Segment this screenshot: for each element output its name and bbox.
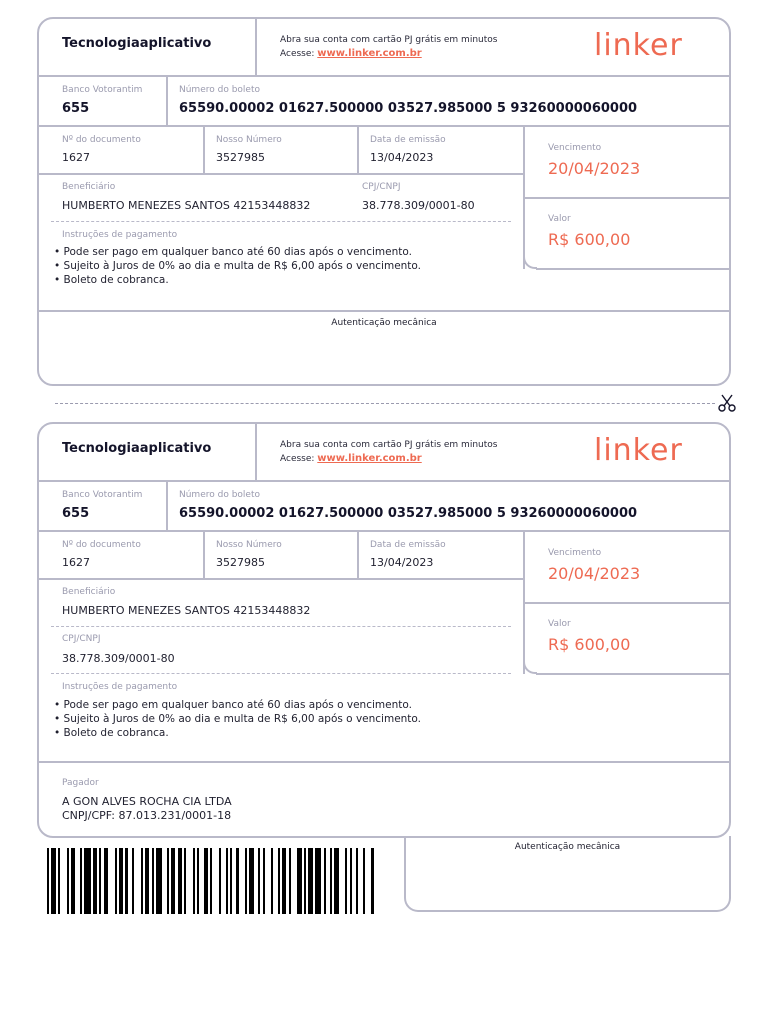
cnpj: 38.778.309/0001-80 — [62, 652, 175, 665]
linker-website-link[interactable]: www.linker.com.br — [317, 48, 422, 59]
nosso-numero-label: Nosso Número — [216, 540, 282, 550]
document-number: 1627 — [62, 151, 90, 164]
amount-label: Valor — [548, 214, 571, 224]
company-name: Tecnologiaaplicativo — [62, 36, 212, 51]
boleto-number-label: Número do boleto — [179, 85, 260, 95]
company-name: Tecnologiaaplicativo — [62, 441, 212, 456]
promo-line: Abra sua conta com cartão PJ grátis em minutos — [280, 35, 498, 45]
due-date: 20/04/2023 — [548, 564, 641, 583]
boleto-number-label: Número do boleto — [179, 490, 260, 500]
instruction-item: • Boleto de cobranca. — [54, 727, 169, 739]
scissors-icon — [717, 393, 737, 413]
boleto-number: 65590.00002 01627.500000 03527.985000 5 93260000060000 — [179, 506, 638, 521]
emission-date-label: Data de emissão — [370, 135, 446, 145]
instruction-item: • Boleto de cobranca. — [54, 274, 169, 286]
instruction-item: • Sujeito à Juros de 0% ao dia e multa de R$ 6,00 após o vencimento. — [54, 260, 422, 272]
document-number: 1627 — [62, 556, 90, 569]
barcode — [47, 848, 377, 914]
svg-text:linker: linker — [594, 434, 683, 466]
payer-label: Pagador — [62, 778, 99, 788]
payment-slip — [37, 422, 731, 838]
due-date: 20/04/2023 — [548, 159, 641, 178]
mechanical-auth-label: Autenticação mecânica — [331, 318, 437, 328]
promo-line: Abra sua conta com cartão PJ grátis em minutos — [280, 440, 498, 450]
instructions-label: Instruções de pagamento — [62, 682, 178, 692]
promo-prefix: Acesse: — [280, 454, 318, 464]
beneficiary: HUMBERTO MENEZES SANTOS 42153448832 — [62, 604, 311, 617]
instruction-item: • Pode ser pago em qualquer banco até 60 dias após o vencimento. — [54, 699, 412, 711]
instruction-item: • Sujeito à Juros de 0% ao dia e multa de R$ 6,00 após o vencimento. — [54, 713, 422, 725]
amount-label: Valor — [548, 619, 571, 629]
cnpj-label: CPJ/CNPJ — [362, 182, 401, 192]
boleto-number: 65590.00002 01627.500000 03527.985000 5 93260000060000 — [179, 101, 638, 116]
promo-text — [280, 438, 497, 466]
instruction-item: • Pode ser pago em qualquer banco até 60 dias após o vencimento. — [54, 246, 412, 258]
linker-website-link[interactable]: www.linker.com.br — [317, 453, 422, 464]
instructions-label: Instruções de pagamento — [62, 230, 178, 240]
amount: R$ 600,00 — [548, 230, 631, 249]
amount: R$ 600,00 — [548, 635, 631, 654]
cnpj-label: CPJ/CNPJ — [62, 634, 101, 644]
emission-date: 13/04/2023 — [370, 556, 434, 569]
bank-label: Banco Votorantim — [62, 490, 143, 500]
beneficiary-label: Beneficiário — [62, 587, 116, 597]
beneficiary-label: Beneficiário — [62, 182, 116, 192]
bank-label: Banco Votorantim — [62, 85, 143, 95]
cut-line — [55, 403, 715, 404]
emission-date: 13/04/2023 — [370, 151, 434, 164]
barcode-bar — [374, 848, 376, 914]
payer-name: A GON ALVES ROCHA CIA LTDA — [62, 795, 232, 808]
receipt-slip — [37, 17, 731, 386]
beneficiary: HUMBERTO MENEZES SANTOS 42153448832 — [62, 199, 311, 212]
bank-code: 655 — [62, 506, 90, 521]
mechanical-auth-label: Autenticação mecânica — [514, 842, 621, 852]
emission-date-label: Data de emissão — [370, 540, 446, 550]
instructions-list — [54, 245, 421, 287]
mechanical-auth-box — [404, 836, 731, 912]
promo-text — [280, 33, 497, 61]
cnpj: 38.778.309/0001-80 — [362, 199, 475, 212]
nosso-numero: 3527985 — [216, 151, 265, 164]
promo-prefix: Acesse: — [280, 49, 318, 59]
nosso-numero-label: Nosso Número — [216, 135, 282, 145]
nosso-numero: 3527985 — [216, 556, 265, 569]
due-date-label: Vencimento — [548, 548, 602, 558]
svg-text:linker: linker — [594, 29, 683, 61]
linker-logo — [592, 434, 720, 466]
instructions-list — [54, 698, 421, 740]
document-label: Nº do documento — [62, 540, 141, 550]
linker-logo — [592, 29, 720, 61]
due-date-label: Vencimento — [548, 143, 602, 153]
bank-code: 655 — [62, 101, 90, 116]
payer-document: CNPJ/CPF: 87.013.231/0001-18 — [62, 809, 232, 822]
document-label: Nº do documento — [62, 135, 141, 145]
